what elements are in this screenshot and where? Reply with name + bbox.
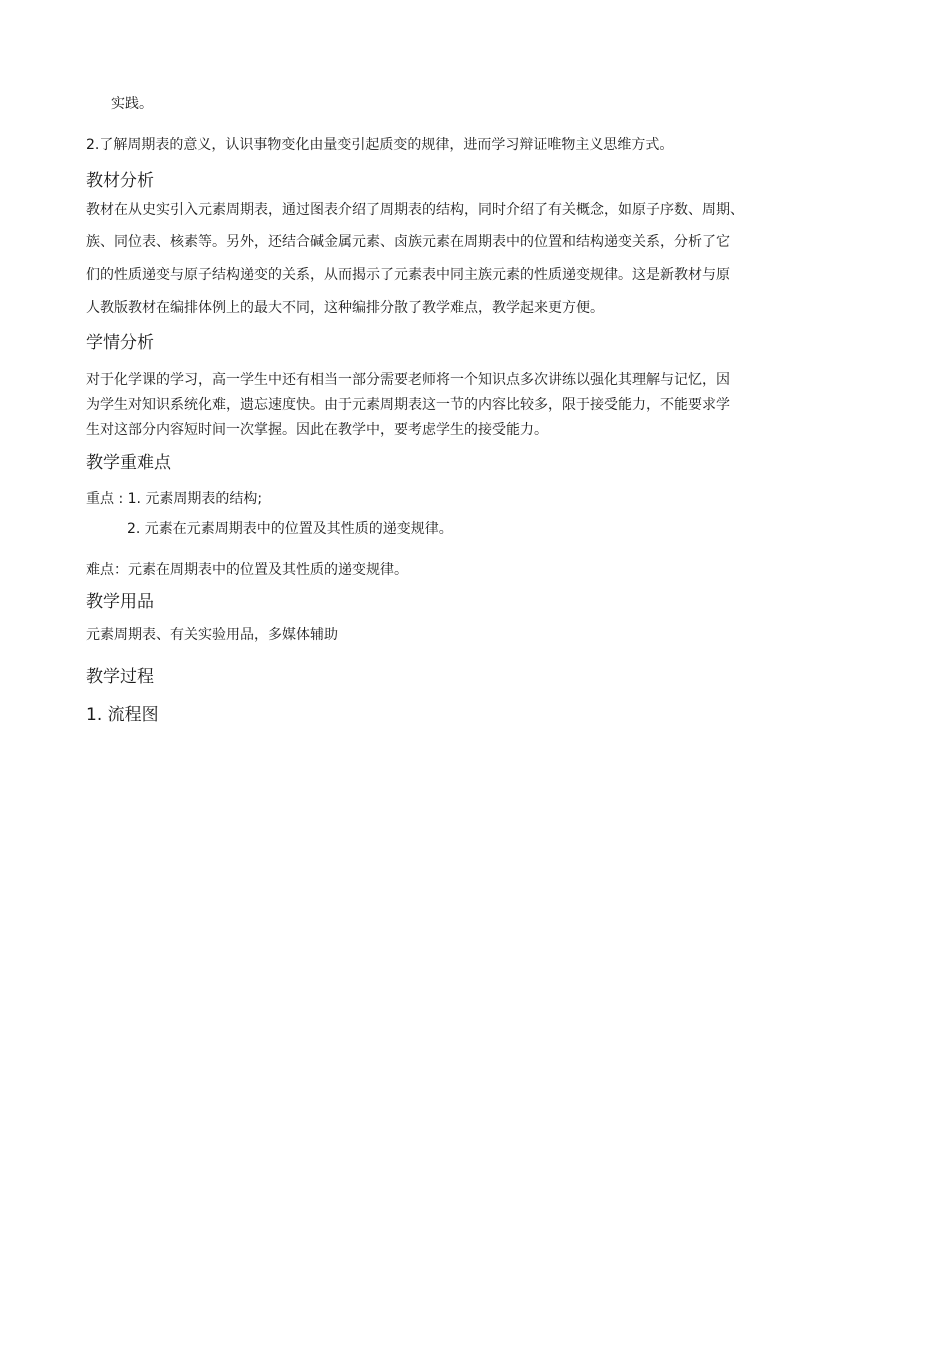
section-heading: 教学过程	[86, 667, 154, 687]
paragraph-line: 对于化学课的学习，高一学生中还有相当一部分需要老师将一个知识点多次讲练以强化其理解与记忆，因	[86, 372, 730, 388]
key-point-line: 2. 元素在元素周期表中的位置及其性质的递变规律。	[127, 521, 453, 537]
paragraph-line: 族、同位表、核素等。另外，还结合碱金属元素、卤族元素在周期表中的位置和结构递变关系，分析了它	[86, 234, 730, 250]
difficulty-line: 难点：元素在周期表中的位置及其性质的递变规律。	[86, 562, 408, 578]
paragraph-line: 人教版教材在编排体例上的最大不同，这种编排分散了教学难点，教学起来更方便。	[86, 300, 604, 316]
paragraph-line: 生对这部分内容短时间一次掌握。因此在教学中，要考虑学生的接受能力。	[86, 422, 548, 438]
section-heading: 教学用品	[86, 592, 154, 612]
paragraph-line: 们的性质递变与原子结构递变的关系，从而揭示了元素表中同主族元素的性质递变规律。这是新教材与原	[86, 267, 730, 283]
subsection-heading: 1. 流程图	[86, 705, 159, 725]
section-heading: 教学重难点	[86, 453, 171, 473]
paragraph-line: 2.了解周期表的意义，认识事物变化由量变引起质变的规律，进而学习辩证唯物主义思维方式。	[86, 137, 674, 153]
section-heading: 教材分析	[86, 171, 154, 191]
key-point-line: 重点 : 1. 元素周期表的结构;	[86, 491, 263, 507]
section-heading: 学情分析	[86, 333, 154, 353]
paragraph-line: 实践。	[111, 96, 153, 112]
paragraph-line: 为学生对知识系统化难，遗忘速度快。由于元素周期表这一节的内容比较多，限于接受能力，不能要求学	[86, 397, 730, 413]
paragraph-line: 教材在从史实引入元素周期表，通过图表介绍了周期表的结构，同时介绍了有关概念，如原子序数、周期、	[86, 202, 744, 218]
paragraph-line: 元素周期表、有关实验用品，多媒体辅助	[86, 627, 338, 643]
